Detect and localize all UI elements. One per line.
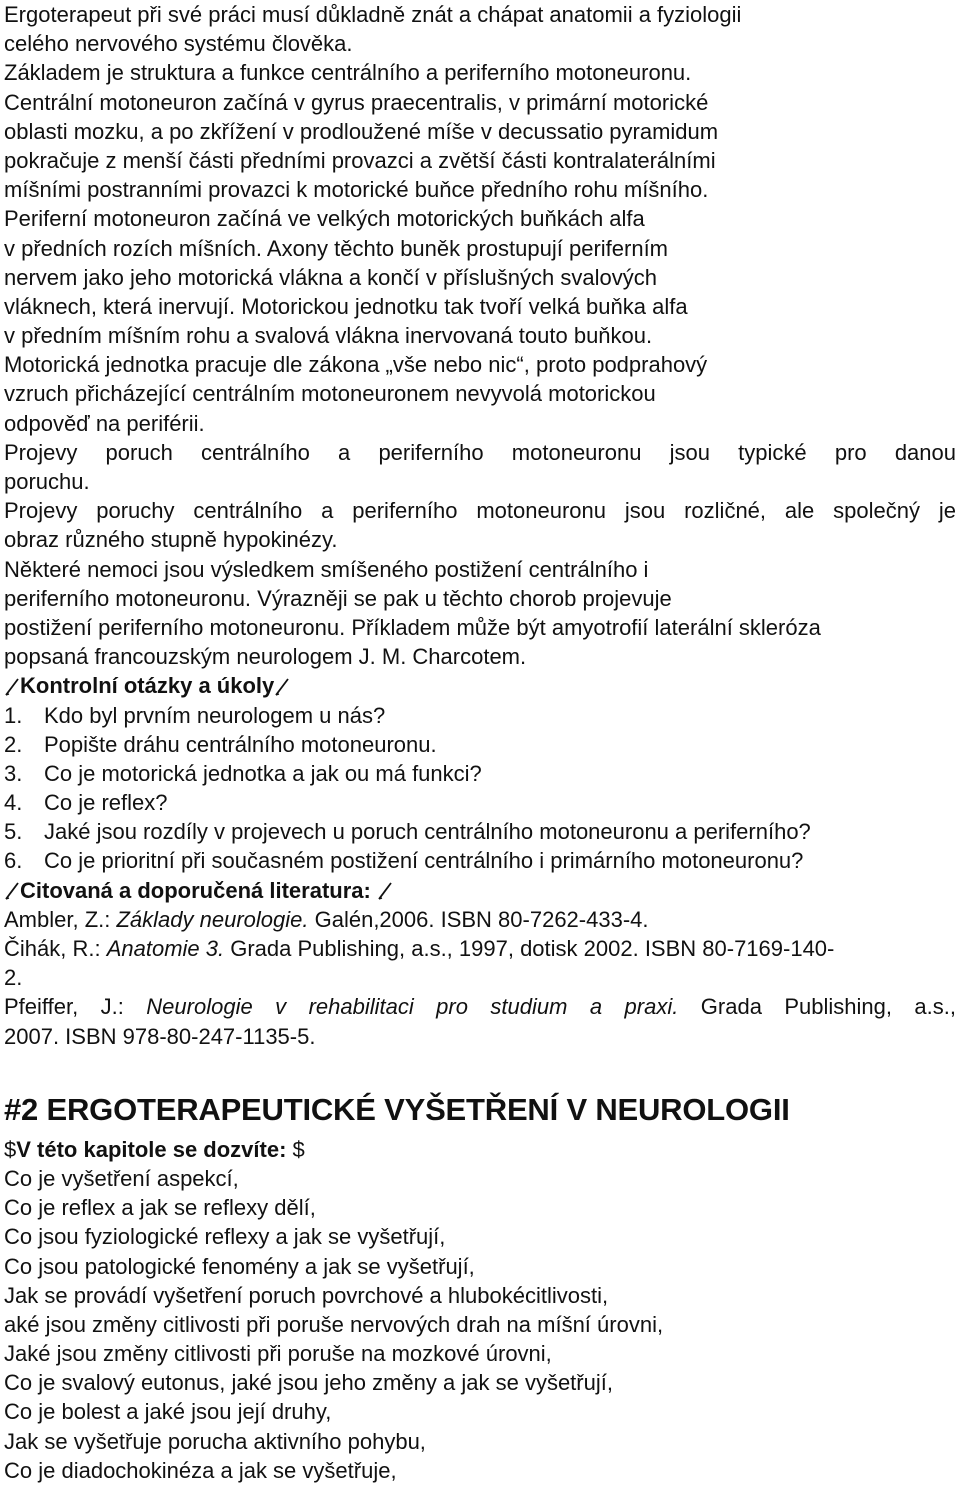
text-line: oblasti mozku, a po zkřížení v prodloužené míše v decussatio pyramidum: [4, 118, 719, 144]
text-line: nervem jako jeho motorická vlákna a končí v příslušných svalových: [4, 264, 657, 290]
text-line: celého nervového systému člověka.: [4, 31, 353, 57]
ref-details: Grada Publishing, a.s.,: [678, 994, 956, 1020]
text-line: vláknech, která inervují. Motorickou jednotku tak tvoří velká buňka alfa: [4, 293, 688, 319]
pencil-icon: [378, 879, 392, 901]
text-line: Motorická jednotka pracuje dle zákona „vše nebo nic“, proto podprahový: [4, 352, 708, 378]
topic-line: Jak se vyšetřuje porucha aktivního pohybu,: [4, 1428, 426, 1454]
topic-line: Co jsou fyziologické reflexy a jak se vyšetřují,: [4, 1224, 446, 1250]
text-line: vzruch přicházející centrálním motoneuronem nevyvolá motorickou: [4, 381, 656, 407]
text-line: v předních rozích míšních. Axony těchto buněk prostupují periferním: [4, 235, 669, 261]
item-text: Popište dráhu centrálního motoneuronu.: [44, 731, 437, 757]
text-line: Centrální motoneuron začíná v gyrus praecentralis, v primární motorické: [4, 89, 709, 115]
text-line: Projevy poruchy centrálního a periferního motoneuronu jsou rozličné, ale společný je: [4, 498, 956, 524]
questions-list: [4, 701, 956, 876]
topic-line: aké jsou změny citlivosti při poruše nervových drah na míšní úrovni,: [4, 1311, 664, 1337]
text-line: poruchu.: [4, 469, 90, 494]
list-item: [4, 788, 956, 817]
topic-line: Jaké jsou změny citlivosti při poruše na mozkové úrovni,: [4, 1341, 552, 1367]
ref-author: Čihák, R.:: [4, 936, 107, 961]
text-line: pokračuje z menší části předními provazci a zvětší části kontralaterálními: [4, 147, 716, 173]
ref-title: Anatomie 3.: [106, 936, 225, 961]
chapter-intro-text: V této kapitole se dozvíte:: [16, 1136, 287, 1162]
literature-list: [4, 905, 956, 1051]
ref-details: Galén,2006. ISBN 80-7262-433-4.: [308, 906, 649, 932]
ref-author: Ambler, Z.:: [4, 906, 117, 932]
text-line: Projevy poruch centrálního a periferního motoneuronu jsou typické pro danou: [4, 439, 956, 465]
topic-line: Jak se provádí vyšetření poruch povrchové a hlubokécitlivosti,: [4, 1282, 609, 1308]
ref-author: Pfeiffer, J.:: [4, 994, 147, 1020]
text-line: míšními postranními provazci k motorické buňce předního rohu míšního.: [4, 177, 709, 203]
text-line: Ergoterapeut při své práci musí důkladně znát a chápat anatomii a fyziologii: [4, 2, 742, 27]
text-line: postižení periferního motoneuronu. Příkladem může být amyotrofií laterální skleróza: [4, 614, 821, 640]
paragraph-anatomy: [4, 0, 956, 438]
text-line: obraz různého stupně hypokinézy.: [4, 527, 338, 553]
pencil-icon: [5, 675, 19, 697]
list-item: [4, 817, 956, 846]
topic-line: Co je reflex a jak se reflexy dělí,: [4, 1195, 316, 1221]
item-text: Co je reflex?: [44, 790, 168, 816]
item-number: 4.: [4, 790, 23, 816]
reference: [4, 905, 956, 934]
item-text: Co je prioritní při současném postižení centrálního i primárního motoneuronu?: [44, 848, 804, 874]
chapter-title: #2 ERGOTERAPEUTICKÉ VYŠETŘENÍ V NEUROLOGII: [4, 1091, 790, 1127]
text-line: periferního motoneuronu. Výrazněji se pak u těchto chorob projevuje: [4, 585, 672, 611]
item-text: Co je motorická jednotka a jak ou má funkci?: [44, 760, 482, 786]
questions-heading: [4, 671, 956, 700]
topic-line: Co jsou patologické fenomény a jak se vyšetřují,: [4, 1253, 475, 1279]
paragraph-mixed-disease: [4, 555, 956, 672]
list-item: [4, 759, 956, 788]
text-line: Základem je struktura a funkce centrálního a periferního motoneuronu.: [4, 60, 692, 86]
chapter-topics: [4, 1164, 956, 1485]
ref-title: Základy neurologie.: [116, 906, 309, 932]
text-line: popsaná francouzským neurologem J. M. Charcotem.: [4, 644, 527, 670]
list-item: [4, 701, 956, 730]
item-number: 3.: [4, 760, 23, 786]
dollar-icon: $: [4, 1136, 17, 1162]
ref-title: Neurologie v rehabilitaci pro studium a praxi.: [146, 994, 679, 1020]
text-line: odpověď na periférii.: [4, 410, 205, 436]
topic-line: Co je bolest a jaké jsou její druhy,: [4, 1399, 332, 1425]
literature-heading: [4, 876, 956, 905]
item-text: Jaké jsou rozdíly v projevech u poruch centrálního motoneuronu a periferního?: [44, 819, 811, 845]
text-line: Některé nemoci jsou výsledkem smíšeného postižení centrálního i: [4, 556, 649, 582]
reference: [4, 934, 956, 963]
list-item: [4, 730, 956, 759]
ref-continuation: 2007. ISBN 978-80-247-1135-5.: [4, 1023, 316, 1049]
text-line: Periferní motoneuron začíná ve velkých motorických buňkách alfa: [4, 206, 645, 232]
item-number: 2.: [4, 731, 23, 757]
paragraph-hypokinesis: [4, 496, 956, 554]
paragraph-typical: [4, 438, 956, 496]
list-item: [4, 846, 956, 875]
dollar-icon: $: [286, 1136, 305, 1162]
item-number: 1.: [4, 702, 23, 728]
ref-continuation: 2.: [4, 965, 23, 991]
topic-line: Co je svalový eutonus, jaké jsou jeho změny a jak se vyšetřují,: [4, 1370, 613, 1396]
item-number: 6.: [4, 848, 23, 874]
questions-heading-text: Kontrolní otázky a úkoly: [20, 673, 275, 699]
reference: [4, 992, 956, 1021]
item-text: Kdo byl prvním neurologem u nás?: [44, 702, 386, 728]
ref-details: Grada Publishing, a.s., 1997, dotisk 2002. ISBN 80-7169-140-: [224, 936, 835, 961]
chapter-intro-heading: [4, 1135, 956, 1164]
pencil-icon: [5, 879, 19, 901]
topic-line: Co je vyšetření aspekcí,: [4, 1165, 239, 1191]
literature-heading-text: Citovaná a doporučená literatura:: [20, 877, 371, 903]
text-line: v předním míšním rohu a svalová vlákna inervovaná touto buňkou.: [4, 323, 653, 349]
topic-line: Co je diadochokinéza a jak se vyšetřuje,: [4, 1457, 397, 1483]
item-number: 5.: [4, 819, 23, 845]
pencil-icon: [275, 675, 289, 697]
